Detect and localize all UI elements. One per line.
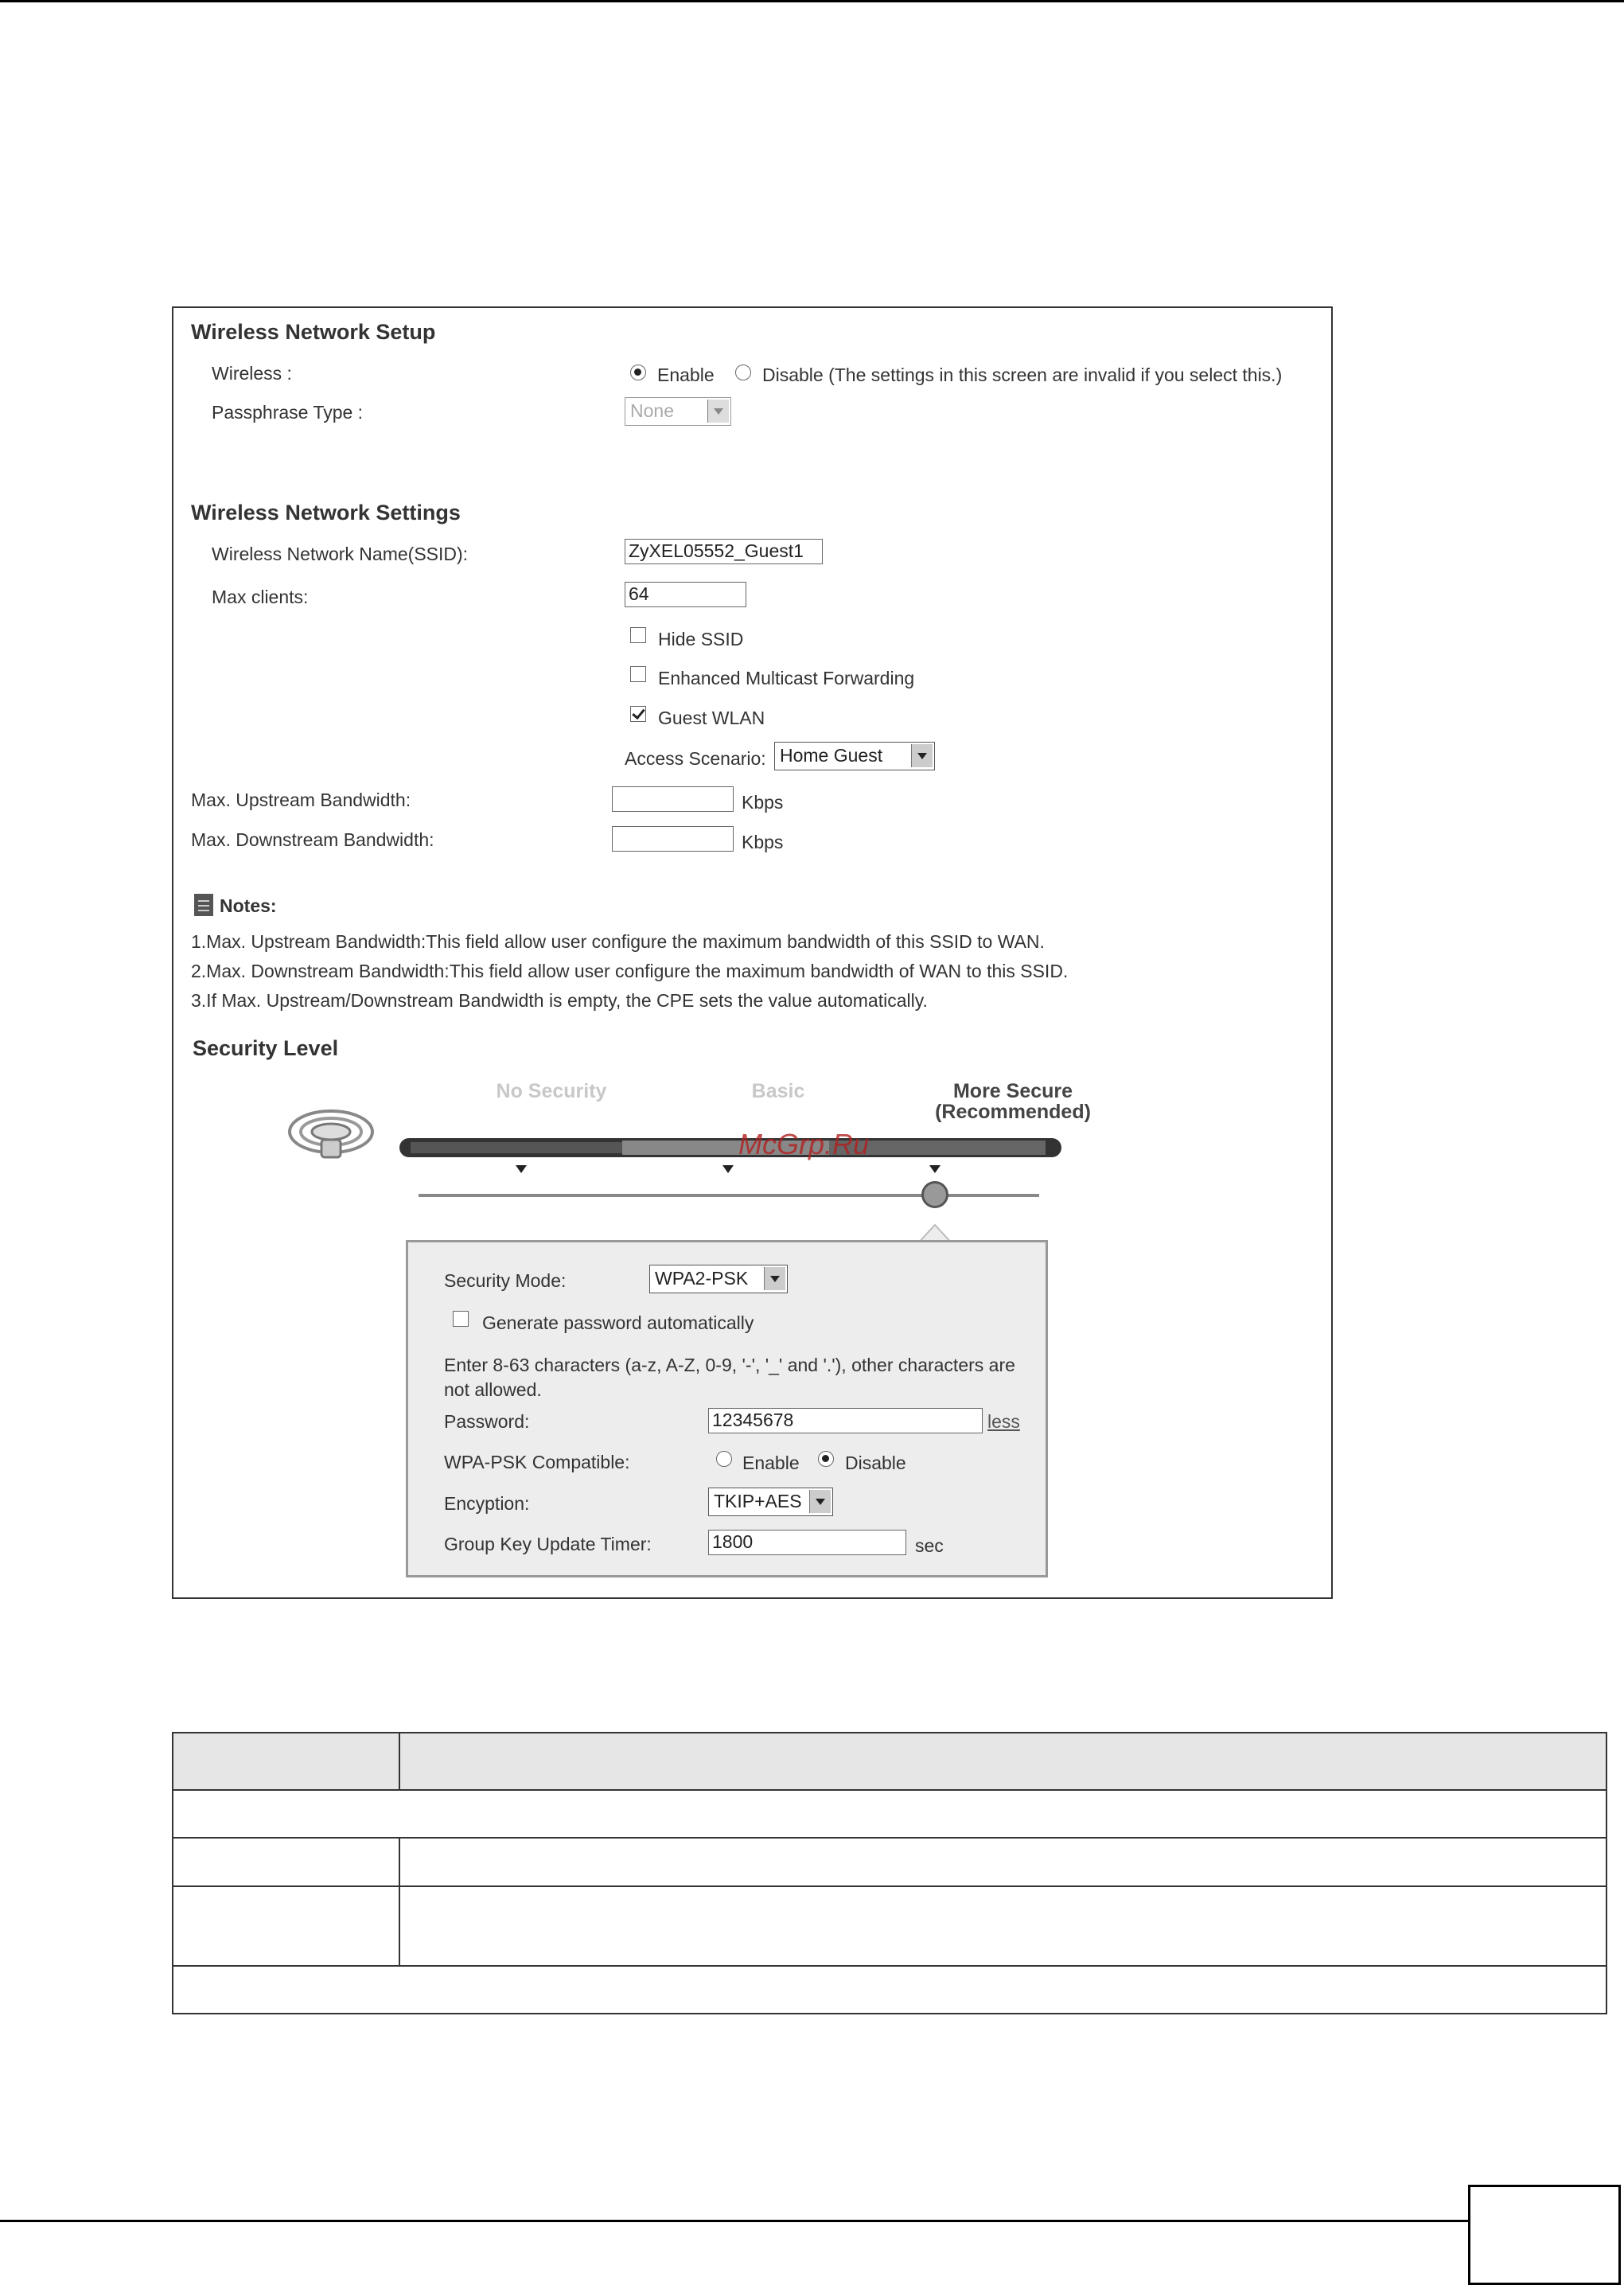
notes-title: Notes: [220,895,277,916]
password-input[interactable]: 12345678 [708,1408,983,1433]
security-mode-select[interactable] [649,1265,788,1293]
multicast-checkbox[interactable] [630,666,646,682]
wpa-compat-enable-label: Enable [742,1453,800,1473]
table-row [173,1886,1606,1966]
watermark-text: McGrp.Ru [738,1128,870,1160]
table-header-cell [173,1733,399,1790]
encryption-label: Encyption: [444,1493,530,1514]
table-row [173,1790,1606,1838]
note-icon [194,894,213,916]
group-key-input[interactable]: 1800 [708,1530,906,1555]
table-header-cell [399,1733,1606,1790]
wireless-disable-label: Disable (The settings in this screen are invalid if you select this.) [762,365,1283,385]
less-link[interactable]: less [987,1411,1020,1432]
section-title-setup: Wireless Network Setup [191,320,436,344]
generate-password-label: Generate password automatically [482,1312,754,1333]
password-hint-line-2: not allowed. [444,1379,542,1400]
hide-ssid-checkbox[interactable] [630,627,646,643]
chevron-down-icon [764,1267,785,1290]
wpa-compat-disable-label: Disable [845,1453,906,1473]
hide-ssid-label: Hide SSID [658,629,744,649]
table-header-row [173,1733,1606,1790]
table-cell [173,1966,1606,2014]
table-row [173,1966,1606,2014]
page-number-box [1468,2185,1621,2285]
chevron-down-icon [707,400,729,423]
security-mode-label: Security Mode: [444,1270,567,1291]
security-mode-value: WPA2-PSK [655,1268,749,1289]
level-marker-more-secure [929,1165,941,1173]
bottom-rule [0,2220,1468,2222]
chevron-down-icon [809,1490,831,1513]
upstream-unit: Kbps [742,792,784,813]
downstream-unit: Kbps [742,832,784,852]
passphrase-type-label: Passphrase Type : [212,402,364,423]
max-clients-input[interactable]: 64 [625,582,746,607]
level-marker-no-security [516,1165,527,1173]
guest-wlan-label: Guest WLAN [658,708,765,728]
top-rule [0,0,1624,2]
guest-wlan-checkbox[interactable] [630,706,646,722]
table-cell [173,1886,399,1966]
max-clients-label: Max clients: [212,587,309,607]
ssid-input[interactable]: ZyXEL05552_Guest1 [625,539,823,564]
passphrase-type-value: None [630,400,674,421]
wireless-label: Wireless : [212,363,292,384]
encryption-value: TKIP+AES [714,1491,802,1511]
wpa-compat-disable-radio[interactable] [818,1451,834,1467]
upstream-input[interactable] [612,786,734,812]
ssid-label: Wireless Network Name(SSID): [212,544,469,564]
level-marker-basic [722,1165,734,1173]
wireless-enable-radio[interactable] [630,365,646,380]
table-cell [399,1886,1606,1966]
wireless-disable-radio[interactable] [735,365,751,380]
table-cell [173,1838,399,1886]
security-level-bar [399,1138,1061,1157]
password-label: Password: [444,1411,530,1432]
passphrase-type-select[interactable] [625,397,731,426]
security-slider-handle[interactable] [921,1181,948,1208]
wpa-compat-label: WPA-PSK Compatible: [444,1452,630,1472]
table-cell [399,1838,1606,1886]
description-table [172,1732,1607,2014]
level-basic[interactable]: Basic [751,1080,805,1102]
access-scenario-value: Home Guest [780,745,883,766]
level-no-security[interactable]: No Security [496,1080,607,1102]
group-key-unit: sec [915,1535,944,1556]
access-scenario-label: Access Scenario: [625,748,766,769]
chevron-down-icon [911,744,933,767]
level-more-secure[interactable]: More Secure [952,1080,1073,1102]
level-recommended: (Recommended) [935,1101,1091,1123]
generate-password-checkbox[interactable] [453,1311,469,1327]
downstream-input[interactable] [612,826,734,852]
security-settings-box [406,1240,1048,1577]
multicast-label: Enhanced Multicast Forwarding [658,668,915,688]
section-title-security: Security Level [193,1036,339,1060]
access-scenario-select[interactable] [774,742,935,770]
table-row [173,1838,1606,1886]
upstream-label: Max. Upstream Bandwidth: [191,790,411,810]
wireless-enable-label: Enable [657,365,715,385]
encryption-select[interactable] [708,1488,833,1516]
group-key-label: Group Key Update Timer: [444,1534,652,1554]
password-hint-line-1: Enter 8-63 characters (a-z, A-Z, 0-9, '-', '_' and '.'), other characters are [444,1355,1015,1375]
downstream-label: Max. Downstream Bandwidth: [191,829,434,850]
table-cell [173,1790,1606,1838]
note-line-3: 3.If Max. Upstream/Downstream Bandwidth is empty, the CPE sets the value automatically. [191,990,928,1011]
note-line-1: 1.Max. Upstream Bandwidth:This field allow user configure the maximum bandwidth of this SSID to WAN. [191,931,1045,952]
wifi-logo-icon [285,1108,380,1164]
wpa-compat-enable-radio[interactable] [716,1451,732,1467]
section-title-settings: Wireless Network Settings [191,501,461,524]
note-line-2: 2.Max. Downstream Bandwidth:This field allow user configure the maximum bandwidth of WAN to this SSID. [191,961,1069,981]
